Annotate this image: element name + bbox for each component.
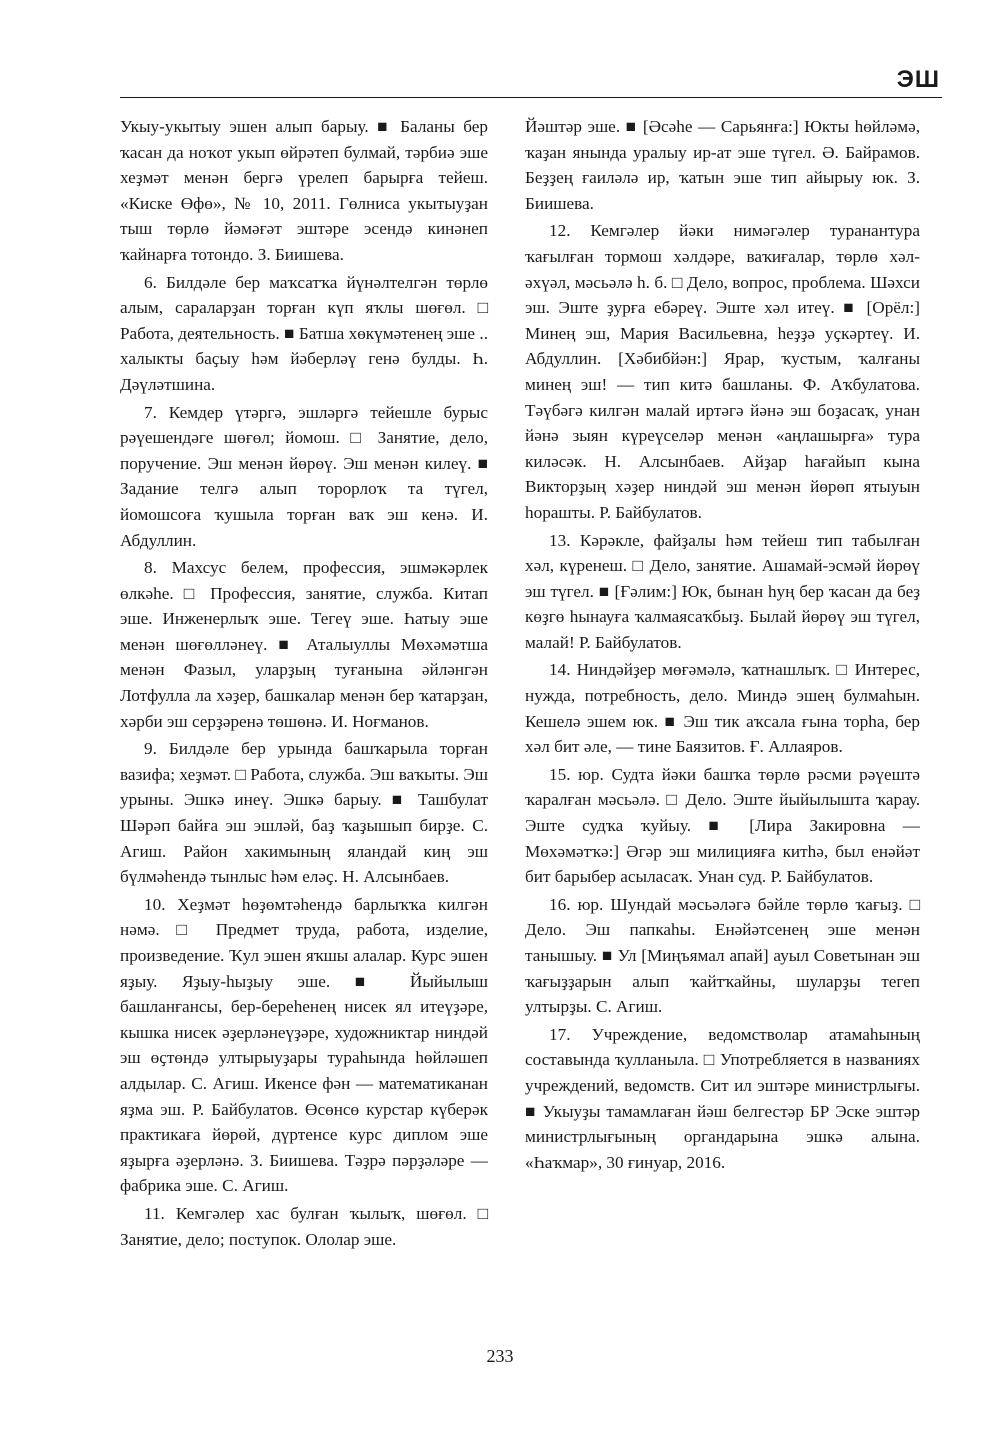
entry-paragraph: 10. Хеҙмәт һөҙөмтәһендә барлыҡҡа килгән нәмә. □ Предмет труда, работа, изделие, произведение. Ҡул эшен яҡшы алалар. Курс эшен яҙыу. Яҙыу-һыҙыу эше. ■ Йыйылыш башланғансы, бер-береһенең нисек ял итеүҙәре, кышка нисек әҙерләнеүҙәре, художниктар ниндәй эш өҫтөндә ултырыуҙары тураһында һөйләшеп алдылар. С. Агиш. Икенсе фән — математиканан яҙма эш. Р. Байбулатов. Өсөнсө курстар күберәк практикаға йөрөй, дүртенсе курс диплом эше яҙырға әҙерләнә. З. Биишева. Тәҙрә пәрҙәләре — фабрика эше. С. Агиш. <box>120 894 488 1196</box>
entry-paragraph: 6. Билдәле бер маҡсатҡа йүнәлтелгән төрлө алым, сараларҙан торған күп яҡлы шөғөл. □ Работа, деятельность. ■ Батша хөкүмәтенең эше .. халыкты баҫыу һәм йәберләү генә булды. Һ. Дәүләтшина. <box>120 272 488 394</box>
entry-paragraph: Укыу-укытыу эшен алып барыу. ■ Баланы бер ҡасан да ноҡот укып өйрәтеп булмай, тәрбиә эше хеҙмәт менән бергә үрелеп барырға тейеш. «Киске Өфө», № 10, 2011. Гөлниса укытыуҙан тыш төрлө йәмәғәт эштәре эсендә кинәнеп ҡайнарға тотондо. З. Биишева. <box>120 117 488 264</box>
entry-paragraph: 7. Кемдер үтәргә, эшләргә тейешле бурыс рәүешендәге шөғөл; йомош. □ Занятие, дело, поручение. Эш менән йөрөү. Эш менән килеү. ■ Задание телгә алып торорлоҡ та түгел, йомошсоға ҡушыла торған ваҡ эш кенә. И. Абдуллин. <box>120 402 488 550</box>
entry-paragraph: 11. Кемгәлер хас булған ҡылыҡ, шөғөл. □ Занятие, дело; поступок. Ололар эше. <box>120 1203 488 1249</box>
right-column <box>525 114 920 1177</box>
entry-paragraph: 9. Билдәле бер урында башҡарыла торған вазифа; хеҙмәт. □ Работа, служба. Эш ваҡыты. Эш урыны. Эшкә инеү. Эшкә барыу. ■ Ташбулат Шәрәп байға эш эшләй, баҙ ҡаҙышып бирҙе. С. Агиш. Район хакимының яландай киң эш бүлмәһендә тынлыс һәм еләҫ. Н. Алсынбаев. <box>120 739 488 887</box>
entry-paragraph: 14. Ниндәйҙер мөғәмәлә, ҡатнашлыҡ. □ Интерес, нужда, потребность, дело. Миндә эшең булмаһын. Кешелә эшем юк. ■ Эш тик аҡсала ғына торһа, бер хәл бит әле, — тине Баязитов. Ғ. Аллаяров. <box>525 660 920 757</box>
entry-paragraph: 16. юр. Шундай мәсьәләгә бәйле төрлө ҡағыҙ. □ Дело. Эш папкаһы. Енәйәтсенең эше менән танышыу. ■ Ул [Миңъямал апай] ауыл Советынан эш ҡағыҙҙарын алып ҡайтҡайны, шуларҙы тегеп ултырҙы. С. Агиш. <box>525 894 920 1017</box>
page-number: 233 <box>486 1346 514 1366</box>
header-rule <box>120 97 942 98</box>
running-head: ЭШ <box>896 66 940 93</box>
entry-paragraph: 12. Кемгәлер йәки нимәгәлер туранантура ҡағылған тормош хәлдәре, ваҡиғалар, төрлө хәл-әхүәл, мәсьәлә һ. б. □ Дело, вопрос, проблема. Шәхси эш. Эште ҙурға ебәреү. Эште хәл итеү. ■ [Орёл:] Минең эш, Мария Васильевна, һеҙҙә уҫкәртеү. И. Абдуллин. [Хәбибйән:] Ярар, ҡустым, ҡалғаны минең эш! — тип китә башланы. Ф. Аҡбулатова. Тәүбәгә килгән малай иртәгә йәнә эш боҙасаҡ, унан йәнә зыян күреүселәр менән «аңлашырға» тура киләсәк. Н. Алсынбаев. Айҙар һағайып кына Викторҙың хәҙер ниндәй эш менән йөрөп ятыуын һорашты. Р. Байбулатов. <box>525 221 920 522</box>
entry-paragraph: 17. Учреждение, ведомстволар атамаһының составында ҡулланыла. □ Употребляется в названиях учреждений, ведомств. Сит ил эштәре министрлығы. ■ Укыуҙы тамамлаған йәш белгестәр БР Эске эштәр министрлығының органдарына эшкә алына. «Һаҡмар», 30 ғинуар, 2016. <box>525 1024 920 1172</box>
left-column <box>120 114 488 1254</box>
entry-paragraph: 13. Кәрәкле, файҙалы һәм тейеш тип табылған хәл, күренеш. □ Дело, занятие. Ашамай-эсмәй йөрөү эш түгел. ■ [Ғәлим:] Юк, бынан һуң бер ҡасан да беҙ көҙгө һынауға ҡалмаясаҡбыҙ. Былай йөрөү эш түгел, малай! Р. Байбулатов. <box>525 530 920 652</box>
entry-paragraph: 8. Махсус белем, профессия, эшмәкәрлек өлкәһе. □ Профессия, занятие, служба. Китап эше. Инженерлыҡ эше. Тегеү эше. Һатыу эше менән шөғөлләнеү. ■ Аталыуллы Мөхәмәтша менән Фазыл, уларҙың туғанына әйләнгән Лотфулла ла хәҙер, башкалар менән бер ҡатарҙан, хәрби эш серҙәренә төшөнә. И. Ноғманов. <box>120 558 488 731</box>
entry-paragraph: Йәштәр эше. ■ [Әсәһе — Сарьянға:] Юкты һөйләмә, ҡаҙан янында уралыу ир-ат эше түгел. Ә. Байрамов. Беҙҙең ғаиләлә ир, ҡатын эше тип айырыу юк. З. Биишева. <box>525 117 920 213</box>
entry-paragraph: 15. юр. Судта йәки башҡа төрлө рәсми рәүештә ҡаралған мәсьәлә. □ Дело. Эште йыйылышта ҡарау. Эште судҡа ҡуйыу. ■ [Лира Закировна — Мөхәмәтҡә:] Әгәр эш милицияға китһә, был енәйәт бит барыбер асыласаҡ. Унан суд. Р. Байбулатов. <box>525 764 920 887</box>
